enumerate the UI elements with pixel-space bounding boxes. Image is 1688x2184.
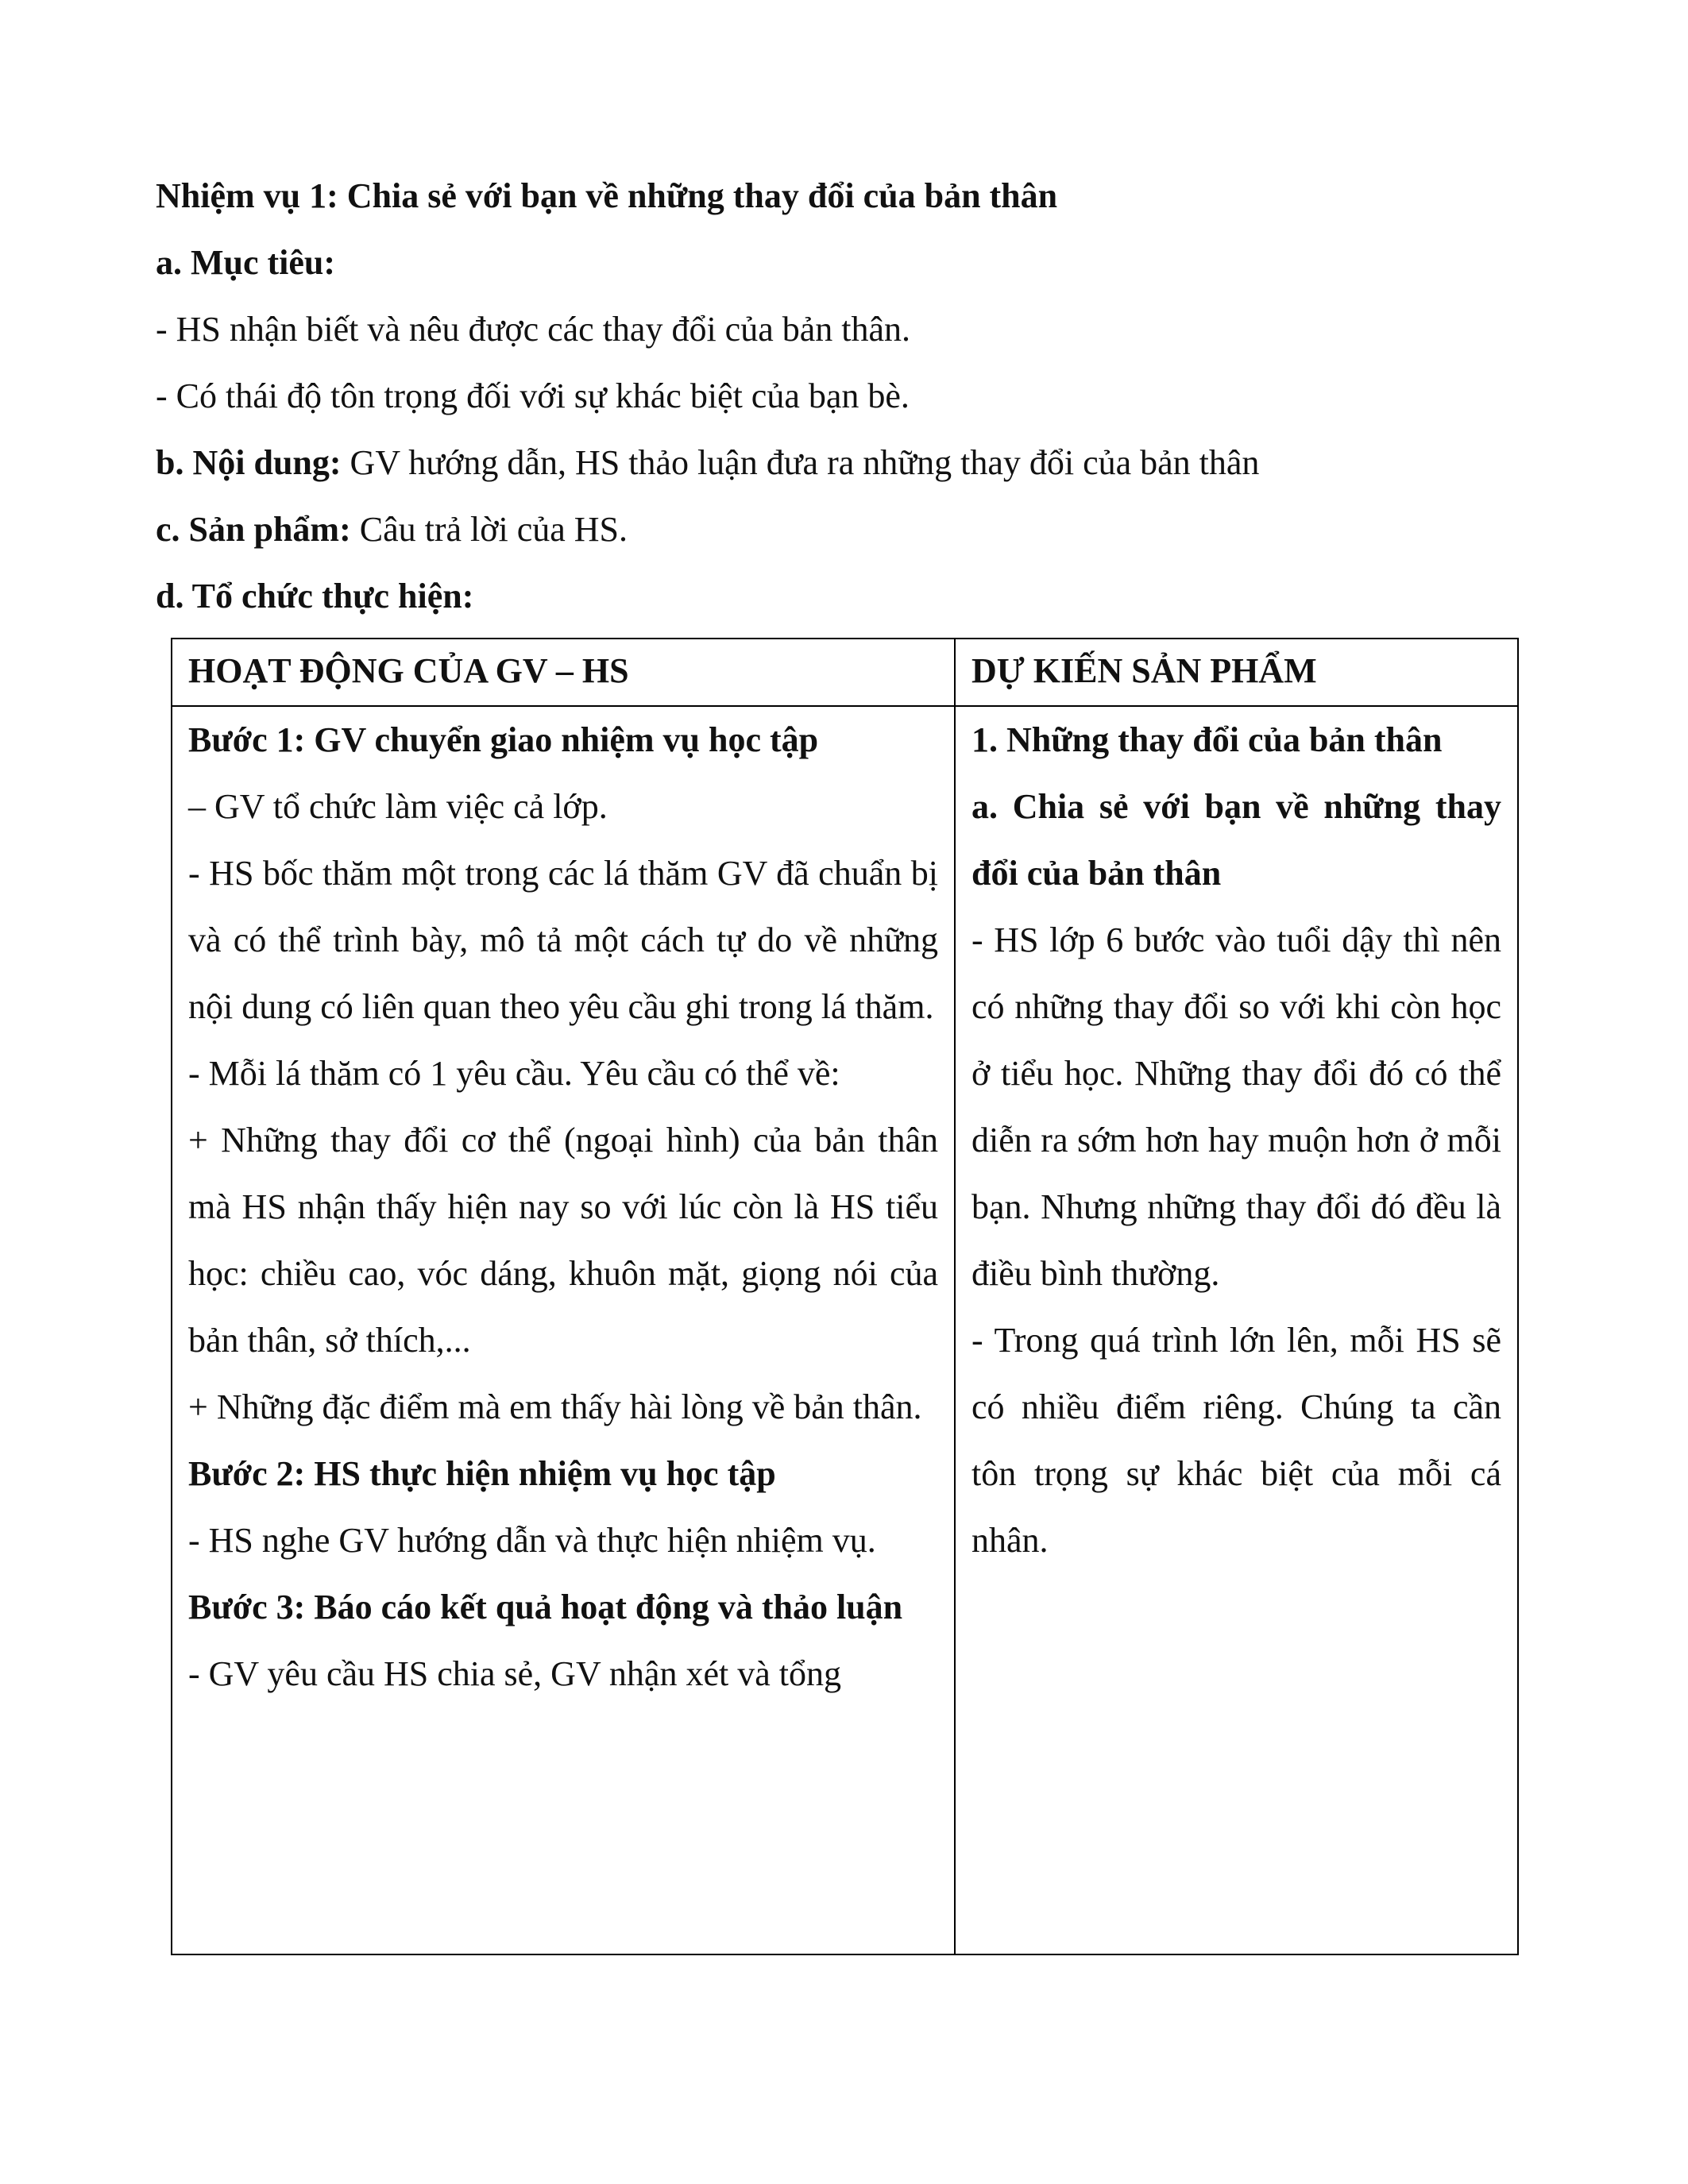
table-header-row bbox=[172, 639, 1518, 706]
content-text: GV hướng dẫn, HS thảo luận đưa ra những thay đổi của bản thân bbox=[341, 443, 1260, 482]
organization-label: d. Tổ chức thực hiện: bbox=[156, 577, 474, 615]
lesson-intro bbox=[156, 163, 1522, 630]
step1-item: + Những thay đổi cơ thể (ngoại hình) của bản thân mà HS nhận thấy hiện nay so với lúc còn là HS tiểu học: chiều cao, vóc dáng, khuôn mặt, giọng nói của bản thân, sở thích,... bbox=[188, 1121, 938, 1360]
step1-item: – GV tổ chức làm việc cả lớp. bbox=[188, 787, 608, 826]
product-text: Câu trả lời của HS. bbox=[350, 510, 628, 549]
content-line bbox=[156, 430, 1522, 496]
step1-item: - Mỗi lá thăm có 1 yêu cầu. Yêu cầu có thể về: bbox=[188, 1054, 840, 1093]
header-expected-products: DỰ KIẾN SẢN PHẨM bbox=[955, 639, 1518, 706]
objective-label: a. Mục tiêu: bbox=[156, 243, 336, 282]
step2-title: Bước 2: HS thực hiện nhiệm vụ học tập bbox=[188, 1454, 776, 1493]
step3-item: - GV yêu cầu HS chia sẻ, GV nhận xét và tổng bbox=[188, 1654, 841, 1693]
step1-item: - HS bốc thăm một trong các lá thăm GV đã chuẩn bị và có thể trình bày, mô tả một cách tự do về những nội dung có liên quan theo yêu cầu ghi trong lá thăm. bbox=[188, 854, 938, 1026]
products-title: 1. Những thay đổi của bản thân bbox=[971, 720, 1443, 759]
activity-table bbox=[171, 638, 1519, 1955]
task-heading: Nhiệm vụ 1: Chia sẻ với bạn về những thay đổi của bản thân bbox=[156, 176, 1058, 215]
activities-cell bbox=[172, 706, 955, 1954]
step3-title: Bước 3: Báo cáo kết quả hoạt động và thảo luận bbox=[188, 1588, 903, 1626]
objective-item: - Có thái độ tôn trọng đối với sự khác biệt của bạn bè. bbox=[156, 376, 910, 415]
step1-title: Bước 1: GV chuyển giao nhiệm vụ học tập bbox=[188, 720, 819, 759]
header-activities: HOẠT ĐỘNG CỦA GV – HS bbox=[172, 639, 955, 706]
step1-item: + Những đặc điểm mà em thấy hài lòng về bản thân. bbox=[188, 1387, 922, 1426]
content-label: b. Nội dung: bbox=[156, 443, 342, 482]
products-item: - Trong quá trình lớn lên, mỗi HS sẽ có nhiều điểm riêng. Chúng ta cần tôn trọng sự khác biệt của mỗi cá nhân. bbox=[971, 1321, 1501, 1560]
step2-item: - HS nghe GV hướng dẫn và thực hiện nhiệm vụ. bbox=[188, 1521, 876, 1560]
objective-item: - HS nhận biết và nêu được các thay đổi của bản thân. bbox=[156, 310, 911, 349]
products-cell bbox=[955, 706, 1518, 1954]
product-label: c. Sản phẩm: bbox=[156, 510, 351, 549]
products-item: - HS lớp 6 bước vào tuổi dậy thì nên có những thay đổi so với khi còn học ở tiểu học. Những thay đổi đó có thể diễn ra sớm hơn hay muộn hơn ở mỗi bạn. Nhưng những thay đổi đó đều là điều bình thường. bbox=[971, 920, 1501, 1293]
table-row bbox=[172, 706, 1518, 1954]
product-line bbox=[156, 496, 1522, 563]
products-subtitle: a. Chia sẻ với bạn về những thay đổi của bản thân bbox=[971, 787, 1501, 893]
